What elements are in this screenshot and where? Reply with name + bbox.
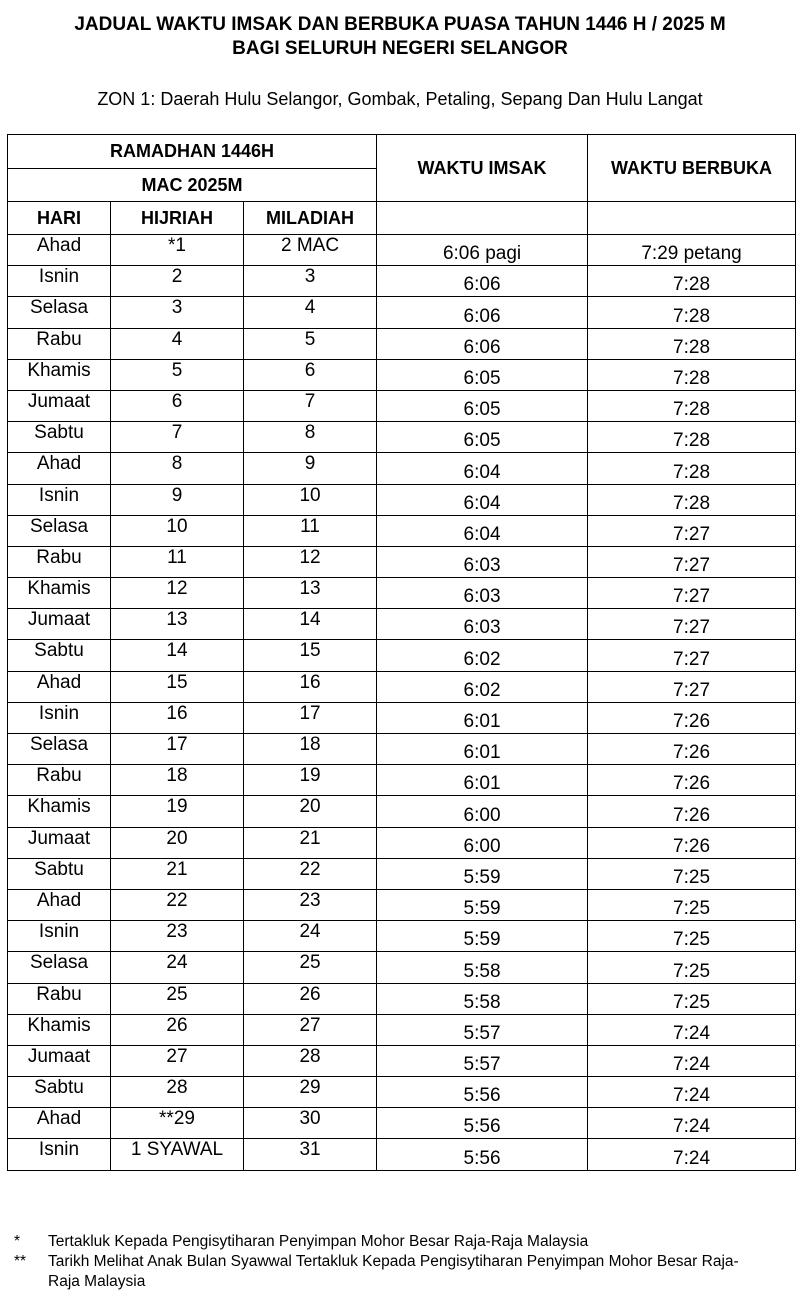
day-cell: Selasa — [8, 734, 111, 765]
hijriah-cell: 3 — [111, 297, 244, 328]
berbuka-cell: 7:27 — [588, 578, 796, 609]
miladiah-cell: 7 — [244, 390, 377, 421]
hijriah-cell: 12 — [111, 578, 244, 609]
imsak-cell: 5:59 — [377, 921, 588, 952]
schedule-table — [7, 134, 796, 1171]
imsak-cell: 5:58 — [377, 983, 588, 1014]
imsak-cell: 6:01 — [377, 765, 588, 796]
day-cell: Rabu — [8, 328, 111, 359]
miladiah-cell: 8 — [244, 422, 377, 453]
table-row — [8, 1077, 796, 1108]
imsak-cell: 5:58 — [377, 952, 588, 983]
hijriah-cell: 28 — [111, 1077, 244, 1108]
day-cell: Jumaat — [8, 609, 111, 640]
day-cell: Ahad — [8, 453, 111, 484]
table-row — [8, 827, 796, 858]
miladiah-cell: 12 — [244, 546, 377, 577]
miladiah-cell: 6 — [244, 359, 377, 390]
berbuka-cell: 7:28 — [588, 266, 796, 297]
hijriah-cell: 17 — [111, 734, 244, 765]
berbuka-cell: 7:28 — [588, 453, 796, 484]
imsak-cell: 5:56 — [377, 1139, 588, 1170]
imsak-cell: 6:06 — [377, 266, 588, 297]
berbuka-cell: 7:27 — [588, 546, 796, 577]
table-row — [8, 1108, 796, 1139]
day-cell: Isnin — [8, 266, 111, 297]
table-row — [8, 515, 796, 546]
miladiah-cell: 13 — [244, 578, 377, 609]
day-cell: Sabtu — [8, 640, 111, 671]
table-row — [8, 453, 796, 484]
table-row — [8, 889, 796, 920]
table-row — [8, 702, 796, 733]
imsak-cell: 6:04 — [377, 484, 588, 515]
table-row — [8, 1045, 796, 1076]
imsak-cell: 6:04 — [377, 453, 588, 484]
table-row — [8, 796, 796, 827]
hijriah-cell: 13 — [111, 609, 244, 640]
miladiah-cell: 19 — [244, 765, 377, 796]
berbuka-cell: 7:26 — [588, 702, 796, 733]
miladiah-cell: 26 — [244, 983, 377, 1014]
day-cell: Sabtu — [8, 422, 111, 453]
imsak-cell: 6:06 — [377, 328, 588, 359]
table-row — [8, 765, 796, 796]
table-row — [8, 359, 796, 390]
table-row — [8, 484, 796, 515]
berbuka-cell: 7:24 — [588, 1139, 796, 1170]
table-row — [8, 328, 796, 359]
berbuka-cell: 7:25 — [588, 952, 796, 983]
day-cell: Isnin — [8, 921, 111, 952]
day-cell: Ahad — [8, 1108, 111, 1139]
footnote-mark: * — [14, 1233, 21, 1250]
day-cell: Isnin — [8, 1139, 111, 1170]
berbuka-cell: 7:28 — [588, 484, 796, 515]
berbuka-header: WAKTU BERBUKA — [588, 135, 796, 202]
berbuka-cell: 7:26 — [588, 827, 796, 858]
berbuka-cell: 7:24 — [588, 1014, 796, 1045]
table-row — [8, 297, 796, 328]
zone-description: ZON 1: Daerah Hulu Selangor, Gombak, Petaling, Sepang Dan Hulu Langat — [97, 89, 703, 109]
table-row — [8, 578, 796, 609]
footnote — [14, 1232, 768, 1252]
miladiah-cell: 4 — [244, 297, 377, 328]
miladiah-cell: 31 — [244, 1139, 377, 1170]
imsak-cell: 6:06 pagi — [377, 235, 588, 266]
imsak-cell: 6:04 — [377, 515, 588, 546]
hari-header: HARI — [8, 202, 111, 235]
table-row — [8, 1139, 796, 1170]
berbuka-cell: 7:27 — [588, 515, 796, 546]
berbuka-cell: 7:26 — [588, 734, 796, 765]
day-cell: Isnin — [8, 484, 111, 515]
footnote-mark: ** — [14, 1253, 27, 1270]
miladiah-cell: 22 — [244, 858, 377, 889]
berbuka-cell: 7:27 — [588, 640, 796, 671]
table-row — [8, 952, 796, 983]
table-row — [8, 266, 796, 297]
imsak-cell: 5:56 — [377, 1108, 588, 1139]
berbuka-cell: 7:26 — [588, 765, 796, 796]
imsak-cell: 6:03 — [377, 609, 588, 640]
table-row — [8, 734, 796, 765]
berbuka-cell: 7:25 — [588, 983, 796, 1014]
table-row — [8, 858, 796, 889]
hijriah-cell: 5 — [111, 359, 244, 390]
hijriah-cell: 15 — [111, 671, 244, 702]
imsak-cell: 6:03 — [377, 546, 588, 577]
day-cell: Khamis — [8, 359, 111, 390]
hijriah-cell: 1 SYAWAL — [111, 1139, 244, 1170]
miladiah-cell: 20 — [244, 796, 377, 827]
table-row — [8, 235, 796, 266]
miladiah-cell: 25 — [244, 952, 377, 983]
berbuka-cell: 7:24 — [588, 1077, 796, 1108]
hijriah-cell: 6 — [111, 390, 244, 421]
imsak-header: WAKTU IMSAK — [377, 135, 588, 202]
hijriah-cell: 9 — [111, 484, 244, 515]
day-cell: Isnin — [8, 702, 111, 733]
day-cell: Jumaat — [8, 1045, 111, 1076]
miladiah-cell: 9 — [244, 453, 377, 484]
day-cell: Sabtu — [8, 858, 111, 889]
day-cell: Jumaat — [8, 827, 111, 858]
hijriah-cell: 23 — [111, 921, 244, 952]
berbuka-cell: 7:24 — [588, 1108, 796, 1139]
hijriah-cell: 8 — [111, 453, 244, 484]
month-header: MAC 2025M — [8, 169, 377, 202]
day-cell: Jumaat — [8, 390, 111, 421]
day-cell: Khamis — [8, 796, 111, 827]
table-row — [8, 422, 796, 453]
berbuka-cell: 7:28 — [588, 328, 796, 359]
page-title: JADUAL WAKTU IMSAK DAN BERBUKA PUASA TAHUN 1446 H / 2025 M — [74, 14, 726, 35]
miladiah-cell: 16 — [244, 671, 377, 702]
table-row — [8, 671, 796, 702]
hijriah-cell: 21 — [111, 858, 244, 889]
miladiah-header: MILADIAH — [244, 202, 377, 235]
hijriah-cell: 25 — [111, 983, 244, 1014]
miladiah-cell: 15 — [244, 640, 377, 671]
miladiah-cell: 10 — [244, 484, 377, 515]
berbuka-cell: 7:26 — [588, 796, 796, 827]
miladiah-cell: 3 — [244, 266, 377, 297]
miladiah-cell: 23 — [244, 889, 377, 920]
berbuka-cell: 7:28 — [588, 297, 796, 328]
miladiah-cell: 21 — [244, 827, 377, 858]
imsak-cell: 6:00 — [377, 796, 588, 827]
miladiah-cell: 30 — [244, 1108, 377, 1139]
table-row — [8, 921, 796, 952]
table-row — [8, 983, 796, 1014]
hijriah-cell: 10 — [111, 515, 244, 546]
imsak-cell: 5:56 — [377, 1077, 588, 1108]
page-subtitle: BAGI SELURUH NEGERI SELANGOR — [232, 38, 568, 59]
miladiah-cell: 11 — [244, 515, 377, 546]
hijriah-cell: 16 — [111, 702, 244, 733]
footnote-text: Tertakluk Kepada Pengisytiharan Penyimpan Mohor Besar Raja-Raja Malaysia — [48, 1233, 589, 1250]
table-row — [8, 640, 796, 671]
berbuka-cell: 7:28 — [588, 390, 796, 421]
miladiah-cell: 17 — [244, 702, 377, 733]
hijriah-cell: 20 — [111, 827, 244, 858]
berbuka-cell: 7:28 — [588, 359, 796, 390]
imsak-cell: 5:59 — [377, 858, 588, 889]
berbuka-header-blank — [588, 202, 796, 235]
imsak-cell: 5:57 — [377, 1014, 588, 1045]
day-cell: Sabtu — [8, 1077, 111, 1108]
hijriah-cell: 19 — [111, 796, 244, 827]
hijriah-cell: *1 — [111, 235, 244, 266]
miladiah-cell: 27 — [244, 1014, 377, 1045]
imsak-cell: 5:59 — [377, 889, 588, 920]
day-cell: Ahad — [8, 671, 111, 702]
berbuka-cell: 7:27 — [588, 609, 796, 640]
table-row — [8, 390, 796, 421]
imsak-cell: 6:02 — [377, 640, 588, 671]
ramadhan-header: RAMADHAN 1446H — [8, 135, 377, 169]
hijriah-cell: 14 — [111, 640, 244, 671]
imsak-cell: 6:06 — [377, 297, 588, 328]
berbuka-cell: 7:28 — [588, 422, 796, 453]
berbuka-cell: 7:29 petang — [588, 235, 796, 266]
day-cell: Ahad — [8, 889, 111, 920]
imsak-header-blank — [377, 202, 588, 235]
hijriah-cell: 18 — [111, 765, 244, 796]
footnote-text: Tarikh Melihat Anak Bulan Syawwal Tertakluk Kepada Pengisytiharan Penyimpan Mohor Besar Raja-Raja Malaysia — [48, 1253, 739, 1290]
berbuka-cell: 7:24 — [588, 1045, 796, 1076]
hijriah-cell: 2 — [111, 266, 244, 297]
table-row — [8, 546, 796, 577]
day-cell: Rabu — [8, 983, 111, 1014]
hijriah-cell: 27 — [111, 1045, 244, 1076]
berbuka-cell: 7:25 — [588, 889, 796, 920]
table-row — [8, 1014, 796, 1045]
miladiah-cell: 24 — [244, 921, 377, 952]
day-cell: Selasa — [8, 297, 111, 328]
day-cell: Ahad — [8, 235, 111, 266]
hijriah-header: HIJRIAH — [111, 202, 244, 235]
miladiah-cell: 18 — [244, 734, 377, 765]
miladiah-cell: 5 — [244, 328, 377, 359]
hijriah-cell: 11 — [111, 546, 244, 577]
imsak-cell: 6:03 — [377, 578, 588, 609]
day-cell: Rabu — [8, 546, 111, 577]
footnotes — [14, 1232, 768, 1292]
hijriah-cell: **29 — [111, 1108, 244, 1139]
imsak-cell: 6:02 — [377, 671, 588, 702]
imsak-cell: 6:05 — [377, 359, 588, 390]
hijriah-cell: 22 — [111, 889, 244, 920]
schedule-body — [8, 235, 796, 1171]
berbuka-cell: 7:27 — [588, 671, 796, 702]
hijriah-cell: 26 — [111, 1014, 244, 1045]
miladiah-cell: 28 — [244, 1045, 377, 1076]
day-cell: Rabu — [8, 765, 111, 796]
miladiah-cell: 2 MAC — [244, 235, 377, 266]
imsak-cell: 6:01 — [377, 702, 588, 733]
day-cell: Selasa — [8, 515, 111, 546]
imsak-cell: 6:00 — [377, 827, 588, 858]
imsak-cell: 5:57 — [377, 1045, 588, 1076]
table-row — [8, 609, 796, 640]
hijriah-cell: 24 — [111, 952, 244, 983]
hijriah-cell: 7 — [111, 422, 244, 453]
day-cell: Selasa — [8, 952, 111, 983]
berbuka-cell: 7:25 — [588, 858, 796, 889]
imsak-cell: 6:05 — [377, 390, 588, 421]
miladiah-cell: 14 — [244, 609, 377, 640]
day-cell: Khamis — [8, 1014, 111, 1045]
berbuka-cell: 7:25 — [588, 921, 796, 952]
day-cell: Khamis — [8, 578, 111, 609]
footnote — [14, 1252, 768, 1292]
imsak-cell: 6:05 — [377, 422, 588, 453]
hijriah-cell: 4 — [111, 328, 244, 359]
miladiah-cell: 29 — [244, 1077, 377, 1108]
imsak-cell: 6:01 — [377, 734, 588, 765]
